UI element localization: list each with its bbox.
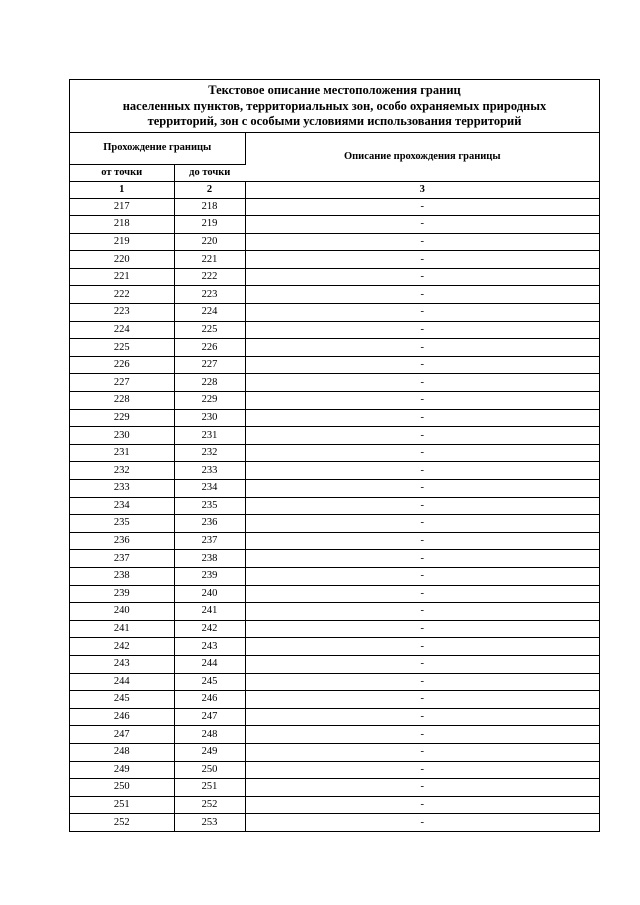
description-cell: -	[245, 708, 599, 726]
description-cell: -	[245, 251, 599, 269]
table-row	[70, 743, 599, 761]
table-row	[70, 603, 599, 621]
description-cell: -	[245, 480, 599, 498]
to-point-cell: 246	[174, 691, 245, 709]
table-row	[70, 251, 599, 269]
to-point-cell: 249	[174, 743, 245, 761]
to-point-cell: 238	[174, 550, 245, 568]
to-point-cell: 218	[174, 198, 245, 216]
from-point-cell: 222	[70, 286, 174, 304]
to-point-cell: 244	[174, 655, 245, 673]
title-line-2: населенных пунктов, территориальных зон, особо охраняемых природных	[122, 98, 547, 113]
to-point-cell: 226	[174, 339, 245, 357]
table-row	[70, 392, 599, 410]
to-point-cell: 221	[174, 251, 245, 269]
from-point-cell: 228	[70, 392, 174, 410]
from-point-cell: 236	[70, 532, 174, 550]
table-row	[70, 515, 599, 533]
from-point-cell: 232	[70, 462, 174, 480]
to-point-cell: 239	[174, 567, 245, 585]
description-cell: -	[245, 356, 599, 374]
from-point-cell: 245	[70, 691, 174, 709]
to-point-cell: 219	[174, 216, 245, 234]
to-point-cell: 230	[174, 409, 245, 427]
description-cell: -	[245, 409, 599, 427]
description-cell: -	[245, 585, 599, 603]
table-row	[70, 216, 599, 234]
from-point-cell: 223	[70, 304, 174, 322]
from-point-cell: 247	[70, 726, 174, 744]
description-cell: -	[245, 532, 599, 550]
table-row	[70, 726, 599, 744]
description-cell: -	[245, 286, 599, 304]
to-point-cell: 231	[174, 427, 245, 445]
description-cell: -	[245, 726, 599, 744]
table-body	[70, 198, 599, 831]
table-row	[70, 304, 599, 322]
to-point-cell: 227	[174, 356, 245, 374]
to-point-cell: 225	[174, 321, 245, 339]
description-cell: -	[245, 673, 599, 691]
table-row	[70, 708, 599, 726]
to-point-cell: 242	[174, 620, 245, 638]
description-cell: -	[245, 374, 599, 392]
title-line-3: территорий, зон с особыми условиями использования территорий	[147, 114, 522, 128]
to-point-cell: 236	[174, 515, 245, 533]
to-point-cell: 228	[174, 374, 245, 392]
description-cell: -	[245, 198, 599, 216]
description-cell: -	[245, 691, 599, 709]
to-point-cell: 250	[174, 761, 245, 779]
to-point-cell: 240	[174, 585, 245, 603]
to-point-cell: 253	[174, 814, 245, 832]
from-point-cell: 239	[70, 585, 174, 603]
from-point-cell: 234	[70, 497, 174, 515]
table-row	[70, 673, 599, 691]
from-point-cell: 240	[70, 603, 174, 621]
from-point-cell: 226	[70, 356, 174, 374]
table-row	[70, 462, 599, 480]
description-cell: -	[245, 233, 599, 251]
description-cell: -	[245, 567, 599, 585]
description-cell: -	[245, 304, 599, 322]
from-point-cell: 225	[70, 339, 174, 357]
to-point-cell: 251	[174, 779, 245, 797]
description-cell: -	[245, 796, 599, 814]
description-cell: -	[245, 216, 599, 234]
table-row	[70, 286, 599, 304]
table-row	[70, 567, 599, 585]
description-cell: -	[245, 462, 599, 480]
header-to-point: до точки	[174, 164, 245, 181]
table-row	[70, 409, 599, 427]
from-point-cell: 237	[70, 550, 174, 568]
table-row	[70, 620, 599, 638]
table-row	[70, 444, 599, 462]
description-cell: -	[245, 497, 599, 515]
from-point-cell: 220	[70, 251, 174, 269]
from-point-cell: 218	[70, 216, 174, 234]
table-row	[70, 638, 599, 656]
table-row	[70, 480, 599, 498]
description-cell: -	[245, 779, 599, 797]
from-point-cell: 229	[70, 409, 174, 427]
description-cell: -	[245, 392, 599, 410]
description-cell: -	[245, 268, 599, 286]
table-row	[70, 198, 599, 216]
header-from-point: от точки	[70, 164, 174, 181]
table-row	[70, 268, 599, 286]
to-point-cell: 222	[174, 268, 245, 286]
to-point-cell: 248	[174, 726, 245, 744]
to-point-cell: 224	[174, 304, 245, 322]
to-point-cell: 233	[174, 462, 245, 480]
from-point-cell: 251	[70, 796, 174, 814]
table-row	[70, 550, 599, 568]
from-point-cell: 230	[70, 427, 174, 445]
from-point-cell: 241	[70, 620, 174, 638]
from-point-cell: 217	[70, 198, 174, 216]
from-point-cell: 242	[70, 638, 174, 656]
to-point-cell: 247	[174, 708, 245, 726]
title-line-1: Текстовое описание местоположения границ	[208, 83, 461, 97]
from-point-cell: 224	[70, 321, 174, 339]
boundary-table-frame	[69, 79, 600, 832]
description-cell: -	[245, 444, 599, 462]
from-point-cell: 235	[70, 515, 174, 533]
table-row	[70, 761, 599, 779]
to-point-cell: 243	[174, 638, 245, 656]
from-point-cell: 233	[70, 480, 174, 498]
to-point-cell: 235	[174, 497, 245, 515]
table-row	[70, 233, 599, 251]
table-row	[70, 339, 599, 357]
column-number-1: 1	[70, 181, 174, 198]
table-row	[70, 585, 599, 603]
description-cell: -	[245, 339, 599, 357]
table-row	[70, 779, 599, 797]
from-point-cell: 252	[70, 814, 174, 832]
description-cell: -	[245, 427, 599, 445]
from-point-cell: 250	[70, 779, 174, 797]
to-point-cell: 229	[174, 392, 245, 410]
from-point-cell: 244	[70, 673, 174, 691]
from-point-cell: 248	[70, 743, 174, 761]
table-row	[70, 497, 599, 515]
header-boundary-passage: Прохождение границы	[70, 133, 245, 164]
to-point-cell: 234	[174, 480, 245, 498]
table-row	[70, 691, 599, 709]
to-point-cell: 232	[174, 444, 245, 462]
table-row	[70, 796, 599, 814]
from-point-cell: 246	[70, 708, 174, 726]
to-point-cell: 252	[174, 796, 245, 814]
from-point-cell: 243	[70, 655, 174, 673]
column-number-3: 3	[245, 181, 599, 198]
description-cell: -	[245, 321, 599, 339]
description-cell: -	[245, 655, 599, 673]
table-row	[70, 321, 599, 339]
to-point-cell: 245	[174, 673, 245, 691]
table-row	[70, 356, 599, 374]
table-row	[70, 655, 599, 673]
header-description: Описание прохождения границы	[245, 133, 599, 181]
table-row	[70, 374, 599, 392]
table-row	[70, 814, 599, 832]
column-number-2: 2	[174, 181, 245, 198]
from-point-cell: 221	[70, 268, 174, 286]
to-point-cell: 237	[174, 532, 245, 550]
description-cell: -	[245, 620, 599, 638]
table-row	[70, 427, 599, 445]
from-point-cell: 219	[70, 233, 174, 251]
description-cell: -	[245, 638, 599, 656]
description-cell: -	[245, 603, 599, 621]
to-point-cell: 220	[174, 233, 245, 251]
from-point-cell: 249	[70, 761, 174, 779]
description-cell: -	[245, 550, 599, 568]
to-point-cell: 223	[174, 286, 245, 304]
table-row	[70, 532, 599, 550]
from-point-cell: 231	[70, 444, 174, 462]
boundary-table	[70, 133, 599, 832]
to-point-cell: 241	[174, 603, 245, 621]
description-cell: -	[245, 743, 599, 761]
description-cell: -	[245, 761, 599, 779]
description-cell: -	[245, 515, 599, 533]
from-point-cell: 227	[70, 374, 174, 392]
document-title	[70, 80, 599, 133]
description-cell: -	[245, 814, 599, 832]
from-point-cell: 238	[70, 567, 174, 585]
